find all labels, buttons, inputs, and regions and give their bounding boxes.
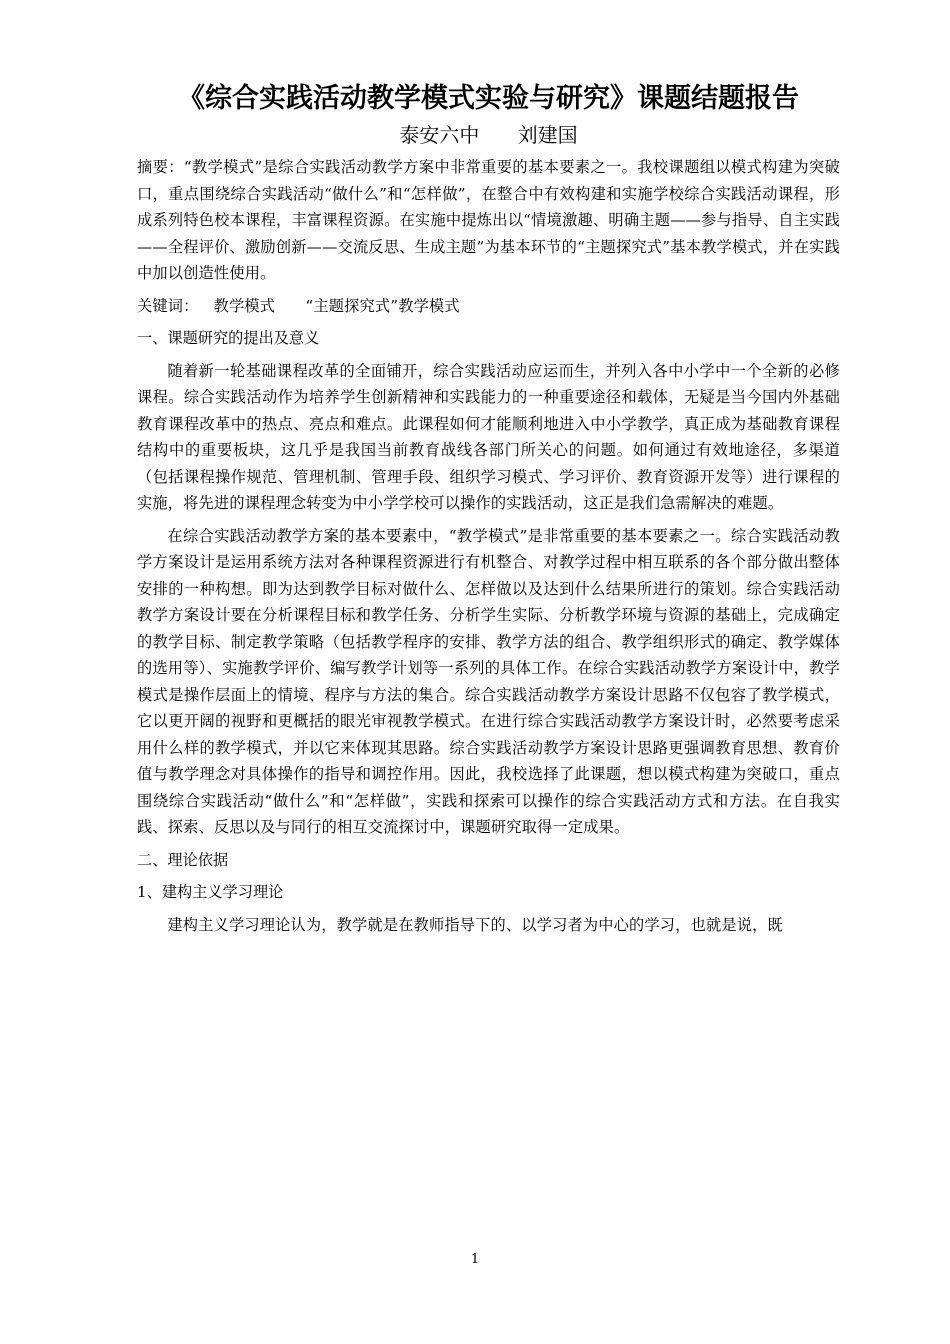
- author-line: 泰安六中 刘建国: [399, 123, 578, 147]
- section-heading-1: 一、课题研究的提出及意义: [137, 329, 320, 347]
- report-title: 《综合实践活动教学模式实验与研究》课题结题报告: [178, 83, 799, 114]
- section1-paragraph-1: 随着新一轮基础课程改革的全面铺开，综合实践活动应运而生，并列入各中小学中一个全新的必修课程。综合实践活动作为培养学生创新精神和实践能力的一种重要途径和载体，无疑是当今国内外基础教育课程改革中的热点、亮点和难点。此课程如何才能顺利地进入中小学教学，真正成为基础教育课程结构中的重要板块，这几乎是我国当前教育战线各部门所关心的问题。如何通过有效地途径，多渠道（包括课程操作规范、管理机制、管理手段、组织学习模式、学习评价、教育资源开发等）进行课程的实施，将先进的课程理念转变为中小学学校可以操作的实践活动，这正是我们急需解决的难题。: [137, 361, 840, 512]
- subsection-heading-1: 1、建构主义学习理论: [137, 883, 284, 901]
- section-heading-2: 二、理论依据: [137, 850, 229, 869]
- keywords-line: 关键词： 教学模式 “主题探究式”教学模式: [137, 296, 460, 315]
- subsection1-paragraph: 建构主义学习理论认为，教学就是在教师指导下的、以学习者为中心的学习，也就是说，既: [167, 915, 783, 934]
- page-number: 1: [470, 1252, 480, 1267]
- section1-paragraph-2: 在综合实践活动教学方案的基本要素中，“教学模式”是非常重要的基本要素之一。综合实践活动教学方案设计是运用系统方法对各种课程资源进行有机整合、对教学过程中相互联系的各个部分做出整体安排的一种构想。即为达到教学目标对做什么、怎样做以及达到什么结果所进行的策划。综合实践活动教学方案设计要在分析课程目标和教学任务、分析学生实际、分析教学环境与资源的基础上，完成确定的教学目标、制定教学策略（包括教学程序的安排、教学方法的组合、教学组织形式的确定、教学媒体的选用等）、实施教学评价、编写教学计划等一系列的具体工作。在综合实践活动教学方案设计中，教学模式是操作层面上的情境、程序与方法的集合。综合实践活动教学方案设计思路不仅包容了教学模式，它以更开阔的视野和更概括的眼光审视教学模式。在进行综合实践活动教学方案设计时，必然要考虑采用什么样的教学模式，并以它来体现其思路。综合实践活动教学方案设计思路更强调教育思想、教育价值与教学理念对具体操作的指导和调控作用。因此，我校选择了此课题，想以模式构建为突破口，重点围绕综合实践活动“做什么”和“怎样做”，实践和探索可以操作的综合实践活动方式和方法。在自我实践、探索、反思以及与同行的相互交流探讨中，课题研究取得一定成果。: [137, 526, 840, 836]
- document-body: [137, 80, 840, 938]
- abstract-paragraph: 摘要：“教学模式”是综合实践活动教学方案中非常重要的基本要素之一。我校课题组以模式构建为突破口，重点围绕综合实践活动“做什么”和“怎样做”，在整合中有效构建和实施学校综合实践活动课程，形成系列特色校本课程，丰富课程资源。在实施中提炼出以“情境激趣、明确主题——参与指导、自主实践——全程评价、激励创新——交流反思、生成主题”为基本环节的“主题探究式”基本教学模式，并在实践中加以创造性使用。: [137, 158, 840, 282]
